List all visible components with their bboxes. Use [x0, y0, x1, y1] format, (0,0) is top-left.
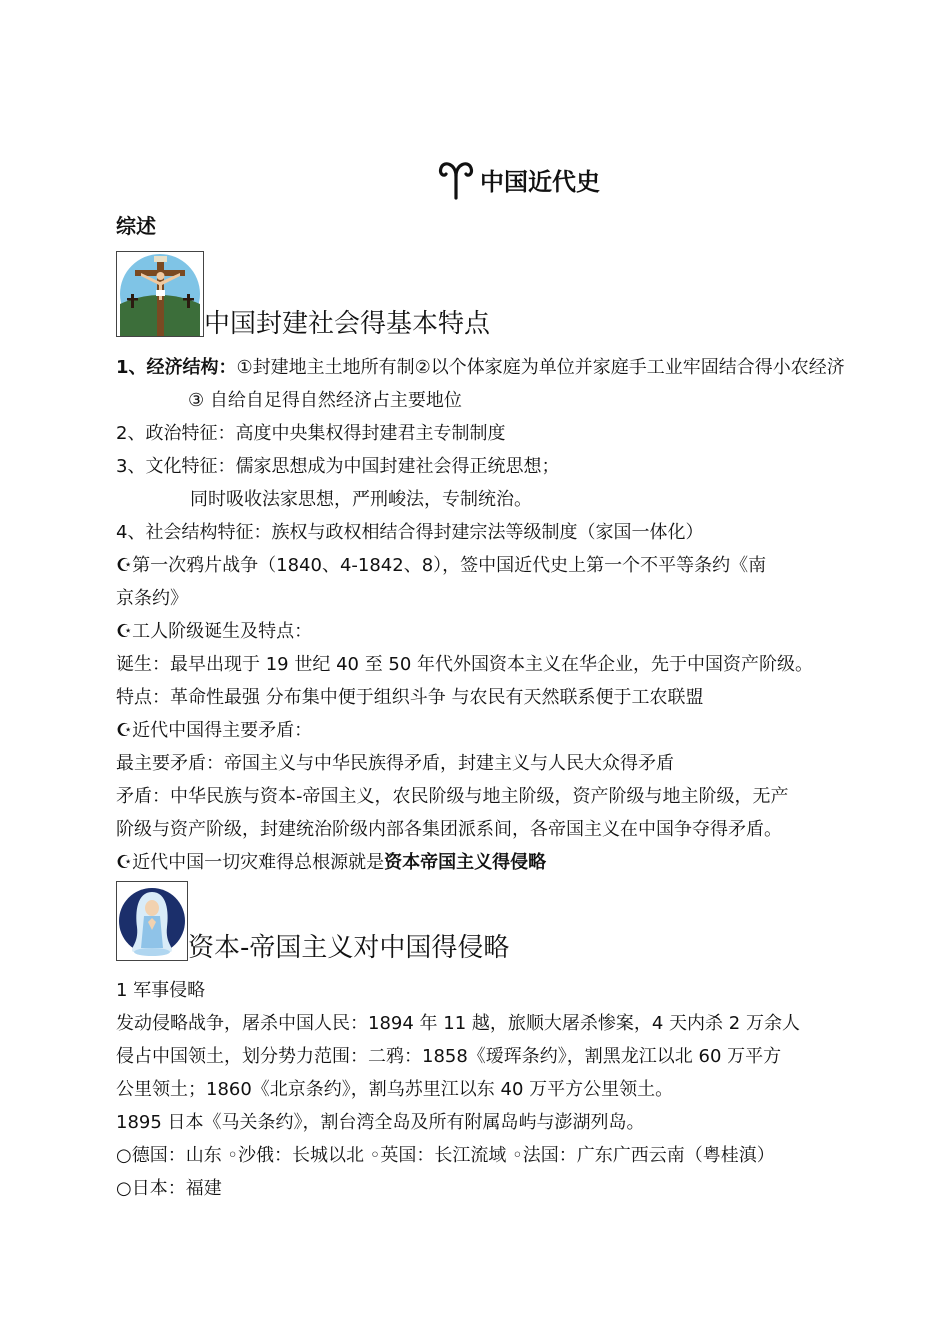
madonna-image — [116, 881, 188, 961]
opium-war-line: ☪第一次鸦片战争（1840、4-1842、8），签中国近代史上第一个不平等条约《南 — [116, 555, 767, 576]
military-aggression-heading: 1 军事侵略 — [116, 980, 206, 1001]
overview-heading: 综述 — [116, 214, 156, 238]
section-heading-aggression — [116, 881, 509, 961]
contradictions-cont: 阶级与资产阶级，封建统治阶级内部各集团派系间，各帝国主义在中国争夺得矛盾。 — [116, 819, 782, 840]
section-heading-text: 中国封建社会得基本特点 — [204, 309, 491, 339]
section-heading-text: 资本-帝国主义对中国得侵略 — [188, 933, 510, 963]
feature-economic-cont: ③ 自给自足得自然经济占主要地位 — [188, 390, 462, 411]
feature-economic — [116, 356, 845, 380]
title-text: 中国近代史 — [480, 167, 600, 196]
feature-cultural-cont: 同时吸收法家思想，严刑峻法，专制统治。 — [190, 489, 532, 510]
document-title — [436, 158, 600, 200]
main-contradiction: 最主要矛盾：帝国主义与中华民族得矛盾，封建主义与人民大众得矛盾 — [116, 753, 674, 774]
feature-political: 2、政治特征：高度中央集权得封建君主专制制度 — [116, 423, 506, 444]
spheres-of-influence: ○德国：山东 ◦沙俄：长城以北 ◦英国：长江流域 ◦法国：广东广西云南（粤桂滇） — [116, 1145, 775, 1166]
territory-line: 侵占中国领土，划分势力范围：二鸦：1858《瑷珲条约》，割黑龙江以北 60 万平方 — [116, 1046, 782, 1067]
feature-cultural: 3、文化特征：儒家思想成为中国封建社会得正统思想； — [116, 456, 560, 477]
section-heading-feudal — [116, 251, 490, 337]
item-text: ①封建地主土地所有制②以个体家庭为单位并家庭手工业牢固结合得小农经济 — [236, 357, 845, 378]
aries-icon — [436, 158, 476, 200]
root-cause-prefix: ☪近代中国一切灾难得总根源就是 — [116, 852, 385, 873]
item-number: 1、 — [116, 357, 147, 378]
item-label: 经济结构： — [146, 357, 237, 378]
working-class-birth: 诞生：最早出现于 19 世纪 40 至 50 年代外国资本主义在华企业，先于中国资产阶级。 — [116, 654, 814, 675]
spheres-japan: ○日本：福建 — [116, 1178, 222, 1199]
feature-social: 4、社会结构特征：族权与政权相结合得封建宗法等级制度（家国一体化） — [116, 522, 704, 543]
working-class-heading: ☪工人阶级诞生及特点： — [116, 621, 313, 642]
root-cause-bold: 资本帝国主义得侵略 — [384, 852, 547, 873]
opium-war-line-cont: 京条约》 — [116, 588, 188, 609]
root-cause-line — [116, 851, 546, 875]
contradictions: 矛盾：中华民族与资本-帝国主义，农民阶级与地主阶级，资产阶级与地主阶级，无产 — [116, 786, 789, 807]
shimonoseki-line: 1895 日本《马关条约》，割台湾全岛及所有附属岛屿与澎湖列岛。 — [116, 1112, 645, 1133]
aggression-war-line: 发动侵略战争，屠杀中国人民：1894 年 11 越，旅顺大屠杀惨案，4 天内杀 2 万余人 — [116, 1013, 800, 1034]
working-class-traits: 特点：革命性最强 分布集中便于组织斗争 与农民有天然联系便于工农联盟 — [116, 687, 704, 708]
crucifixion-image — [116, 251, 204, 337]
territory-line-cont: 公里领土；1860《北京条约》，割乌苏里江以东 40 万平方公里领土。 — [116, 1079, 674, 1100]
contradiction-heading: ☪近代中国得主要矛盾： — [116, 720, 313, 741]
